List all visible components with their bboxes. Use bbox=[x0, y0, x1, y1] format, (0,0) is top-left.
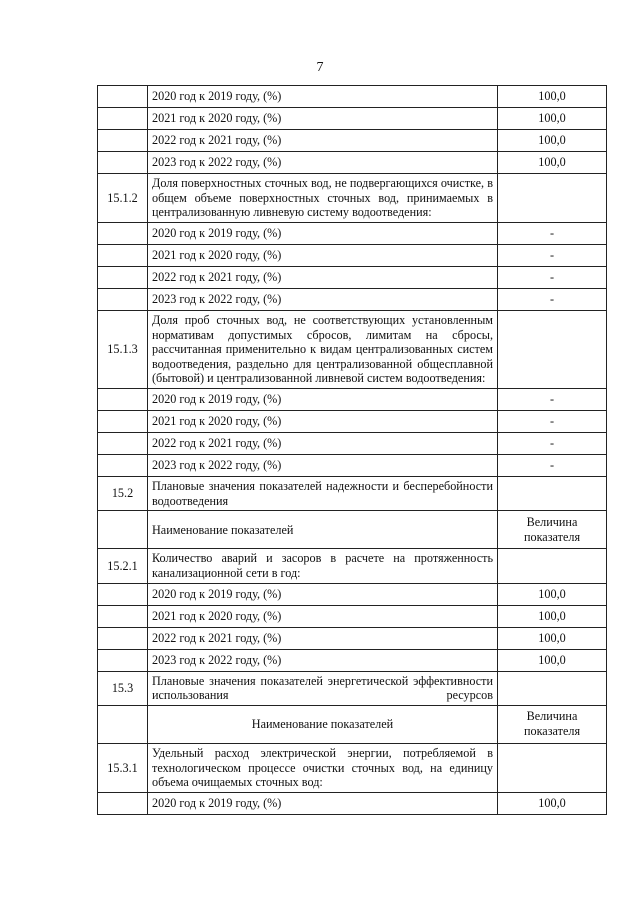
row-number-cell: 15.3.1 bbox=[98, 743, 148, 792]
table-row bbox=[98, 310, 607, 388]
indicator-name-cell: 2020 год к 2019 году, (%) bbox=[148, 792, 498, 814]
indicator-name-cell: 2022 год к 2021 году, (%) bbox=[148, 627, 498, 649]
indicator-value-cell bbox=[498, 671, 607, 705]
column-header-value: Величина показателя bbox=[498, 705, 607, 743]
table-row bbox=[98, 455, 607, 477]
row-number-cell bbox=[98, 511, 148, 549]
row-number-cell bbox=[98, 433, 148, 455]
indicator-value-cell bbox=[498, 549, 607, 583]
table-row bbox=[98, 583, 607, 605]
indicator-value-cell: - bbox=[498, 222, 607, 244]
table-row bbox=[98, 152, 607, 174]
table-row bbox=[98, 222, 607, 244]
row-number-cell bbox=[98, 288, 148, 310]
indicator-name-cell: 2020 год к 2019 году, (%) bbox=[148, 222, 498, 244]
indicator-name-cell: 2021 год к 2020 году, (%) bbox=[148, 244, 498, 266]
row-number-cell bbox=[98, 583, 148, 605]
indicator-name-cell: 2023 год к 2022 году, (%) bbox=[148, 649, 498, 671]
indicator-name-cell: 2020 год к 2019 году, (%) bbox=[148, 583, 498, 605]
indicator-value-cell bbox=[498, 174, 607, 223]
row-number-cell bbox=[98, 222, 148, 244]
table-row bbox=[98, 792, 607, 814]
table-row bbox=[98, 511, 607, 549]
indicators-table bbox=[97, 85, 607, 815]
indicator-value-cell: - bbox=[498, 455, 607, 477]
indicator-name-cell: 2021 год к 2020 году, (%) bbox=[148, 411, 498, 433]
table-row bbox=[98, 649, 607, 671]
column-header-name: Наименование показателей bbox=[148, 511, 498, 549]
table-row bbox=[98, 108, 607, 130]
indicator-value-cell: - bbox=[498, 288, 607, 310]
table-row bbox=[98, 288, 607, 310]
row-number-cell bbox=[98, 792, 148, 814]
row-number-cell bbox=[98, 244, 148, 266]
indicator-value-cell: 100,0 bbox=[498, 649, 607, 671]
row-number-cell bbox=[98, 605, 148, 627]
indicator-value-cell: 100,0 bbox=[498, 108, 607, 130]
row-number-cell bbox=[98, 411, 148, 433]
column-header-value: Величина показателя bbox=[498, 511, 607, 549]
table-row bbox=[98, 671, 607, 705]
row-number-cell bbox=[98, 389, 148, 411]
row-number-cell bbox=[98, 152, 148, 174]
indicator-value-cell: - bbox=[498, 433, 607, 455]
indicator-value-cell bbox=[498, 477, 607, 511]
indicator-value-cell: 100,0 bbox=[498, 792, 607, 814]
indicator-name-cell: 2023 год к 2022 году, (%) bbox=[148, 152, 498, 174]
row-number-cell bbox=[98, 627, 148, 649]
indicator-value-cell bbox=[498, 310, 607, 388]
indicator-name-cell: 2021 год к 2020 году, (%) bbox=[148, 605, 498, 627]
row-number-cell bbox=[98, 705, 148, 743]
indicator-value-cell: - bbox=[498, 411, 607, 433]
indicator-name-cell: 2023 год к 2022 году, (%) bbox=[148, 288, 498, 310]
page-number: 7 bbox=[316, 60, 324, 75]
indicator-name-cell: Плановые значения показателей энергетической эффективности использования ресурсов bbox=[148, 671, 498, 705]
row-number-cell: 15.2 bbox=[98, 477, 148, 511]
column-header-name: Наименование показателей bbox=[148, 705, 498, 743]
row-number-cell bbox=[98, 86, 148, 108]
table-row bbox=[98, 477, 607, 511]
indicator-name-cell: Плановые значения показателей надежности и бесперебойности водоотведения bbox=[148, 477, 498, 511]
row-number-cell bbox=[98, 108, 148, 130]
indicator-value-cell: - bbox=[498, 244, 607, 266]
table-row bbox=[98, 433, 607, 455]
table-row bbox=[98, 743, 607, 792]
row-number-cell bbox=[98, 455, 148, 477]
row-number-cell: 15.2.1 bbox=[98, 549, 148, 583]
table-row bbox=[98, 411, 607, 433]
row-number-cell bbox=[98, 649, 148, 671]
row-number-cell bbox=[98, 130, 148, 152]
indicator-value-cell: - bbox=[498, 389, 607, 411]
indicator-name-cell: 2022 год к 2021 году, (%) bbox=[148, 266, 498, 288]
indicator-name-cell: 2023 год к 2022 году, (%) bbox=[148, 455, 498, 477]
indicator-name-cell: Количество аварий и засоров в расчете на протяженность канализационной сети в год: bbox=[148, 549, 498, 583]
table-row bbox=[98, 389, 607, 411]
indicator-name-cell: 2022 год к 2021 году, (%) bbox=[148, 433, 498, 455]
indicator-name-cell: Доля проб сточных вод, не соответствующих установленным нормативам допустимых сбросов, лимитам на сбросы, рассчитанная применительно к видам централизованных систем водоотведения, раздельно для централизованной общесплавной (бытовой) и централизованной ливневой систем водоотведения: bbox=[148, 310, 498, 388]
indicator-value-cell bbox=[498, 743, 607, 792]
row-number-cell: 15.3 bbox=[98, 671, 148, 705]
indicators-table-body bbox=[98, 86, 607, 815]
table-row bbox=[98, 549, 607, 583]
table-row bbox=[98, 244, 607, 266]
row-number-cell: 15.1.3 bbox=[98, 310, 148, 388]
table-row bbox=[98, 86, 607, 108]
table-row bbox=[98, 605, 607, 627]
indicator-name-cell: 2020 год к 2019 году, (%) bbox=[148, 86, 498, 108]
table-row bbox=[98, 705, 607, 743]
indicator-name-cell: Доля поверхностных сточных вод, не подвергающихся очистке, в общем объеме поверхностных сточных вод, принимаемых в централизованную ливневую систему водоотведения: bbox=[148, 174, 498, 223]
indicator-value-cell: 100,0 bbox=[498, 130, 607, 152]
row-number-cell: 15.1.2 bbox=[98, 174, 148, 223]
table-row bbox=[98, 174, 607, 223]
table-row bbox=[98, 266, 607, 288]
indicator-value-cell: 100,0 bbox=[498, 605, 607, 627]
table-row bbox=[98, 627, 607, 649]
indicator-value-cell: 100,0 bbox=[498, 583, 607, 605]
indicator-value-cell: - bbox=[498, 266, 607, 288]
indicator-name-cell: 2021 год к 2020 году, (%) bbox=[148, 108, 498, 130]
table-row bbox=[98, 130, 607, 152]
row-number-cell bbox=[98, 266, 148, 288]
indicator-name-cell: Удельный расход электрической энергии, потребляемой в технологическом процессе очистки сточных вод, на единицу объема очищаемых сточных вод: bbox=[148, 743, 498, 792]
indicator-value-cell: 100,0 bbox=[498, 152, 607, 174]
indicator-name-cell: 2022 год к 2021 году, (%) bbox=[148, 130, 498, 152]
indicator-value-cell: 100,0 bbox=[498, 627, 607, 649]
indicator-name-cell: 2020 год к 2019 году, (%) bbox=[148, 389, 498, 411]
indicator-value-cell: 100,0 bbox=[498, 86, 607, 108]
